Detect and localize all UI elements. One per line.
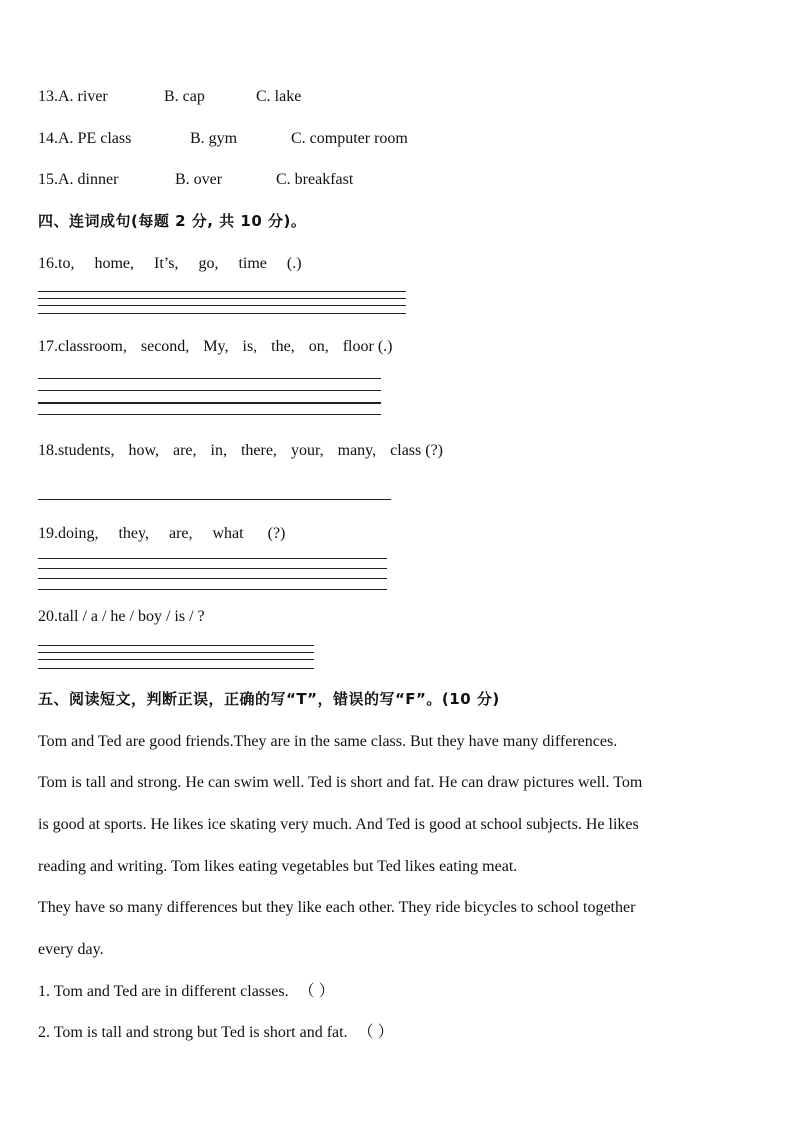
answer-line[interactable] <box>38 652 314 653</box>
answer-line[interactable] <box>38 589 387 590</box>
word: It’s, <box>154 255 179 272</box>
answer-parentheses[interactable]: （ ） <box>357 1024 394 1041</box>
answer-line[interactable] <box>38 414 381 415</box>
word: how, <box>128 442 159 459</box>
word: are, <box>168 525 193 542</box>
word: is, <box>242 338 258 355</box>
option-c: C. lake <box>256 88 302 105</box>
passage-line: is good at sports. He likes ice skating very much. And Ted is good at school subjects. He likes <box>38 816 639 833</box>
question-number: 18. <box>38 442 58 459</box>
word: floor (.) <box>342 338 393 355</box>
option-b: B. gym <box>190 130 238 147</box>
word: My, <box>203 338 229 355</box>
answer-line[interactable] <box>38 558 387 559</box>
word: home, <box>94 255 134 272</box>
question-number: 17. <box>38 338 58 355</box>
option-c: C. computer room <box>291 130 408 147</box>
answer-line[interactable] <box>38 578 387 579</box>
question-16 <box>38 254 302 274</box>
answer-line[interactable] <box>38 378 381 379</box>
question-text: 2. Tom is tall and strong but Ted is short and fat. <box>38 1024 348 1041</box>
passage-line: Tom and Ted are good friends.They are in the same class. But they have many differences. <box>38 733 618 750</box>
passage-line: Tom is tall and strong. He can swim well. Ted is short and fat. He can draw pictures well. Tom <box>38 774 643 791</box>
answer-line[interactable] <box>38 298 406 299</box>
section-4-heading: 四、连词成句(每题 2 分, 共 10 分)。 <box>38 212 307 230</box>
option-a: A. PE class <box>58 130 132 147</box>
word: classroom, <box>58 338 127 355</box>
question-20 <box>38 607 205 627</box>
section-5-heading: 五、阅读短文，判断正误，正确的写“T”，错误的写“F”。(10 分) <box>38 690 500 708</box>
question-14 <box>38 129 408 149</box>
word: second, <box>140 338 190 355</box>
answer-line[interactable] <box>38 645 314 646</box>
word: many, <box>337 442 377 459</box>
word: (.) <box>286 255 302 272</box>
answer-line[interactable] <box>38 305 406 306</box>
question-number: 13. <box>38 88 58 105</box>
word: to, <box>58 255 75 272</box>
option-a: A. dinner <box>58 171 119 188</box>
passage-line: every day. <box>38 941 104 958</box>
passage-line: reading and writing. Tom likes eating vegetables but Ted likes eating meat. <box>38 858 518 875</box>
option-a: A. river <box>58 88 108 105</box>
word: the, <box>271 338 295 355</box>
word: class (?) <box>390 442 443 459</box>
word: are, <box>172 442 197 459</box>
word: students, <box>58 442 115 459</box>
word: (?) <box>267 525 286 542</box>
question-19 <box>38 524 285 544</box>
answer-parentheses[interactable]: （ ） <box>298 983 335 1000</box>
question-number: 20. <box>38 608 58 625</box>
option-b: B. cap <box>164 88 205 105</box>
answer-line[interactable] <box>38 499 391 500</box>
question-18 <box>38 441 443 461</box>
question-number: 15. <box>38 171 58 188</box>
answer-line[interactable] <box>38 659 314 660</box>
option-c: C. breakfast <box>276 171 354 188</box>
word: doing, <box>58 525 99 542</box>
question-number: 19. <box>38 525 58 542</box>
word: what <box>212 525 244 542</box>
word: in, <box>210 442 227 459</box>
answer-line[interactable] <box>38 291 406 292</box>
option-b: B. over <box>175 171 223 188</box>
word: they, <box>118 525 149 542</box>
answer-line[interactable] <box>38 568 387 569</box>
question-17 <box>38 337 392 357</box>
tf-question-2 <box>38 1023 768 1043</box>
question-13 <box>38 87 302 107</box>
answer-line[interactable] <box>38 402 381 404</box>
question-15 <box>38 170 354 190</box>
tf-question-1 <box>38 982 768 1002</box>
question-text: 1. Tom and Ted are in different classes. <box>38 983 289 1000</box>
question-number: 14. <box>38 130 58 147</box>
question-words: tall / a / he / boy / is / ? <box>58 608 205 625</box>
passage-line: They have so many differences but they like each other. They ride bicycles to school together <box>38 899 636 916</box>
word: time <box>238 255 267 272</box>
answer-line[interactable] <box>38 313 406 314</box>
answer-line[interactable] <box>38 668 314 669</box>
question-number: 16. <box>38 255 58 272</box>
answer-line[interactable] <box>38 390 381 391</box>
word: go, <box>198 255 219 272</box>
word: your, <box>290 442 324 459</box>
word: on, <box>308 338 329 355</box>
word: there, <box>240 442 277 459</box>
